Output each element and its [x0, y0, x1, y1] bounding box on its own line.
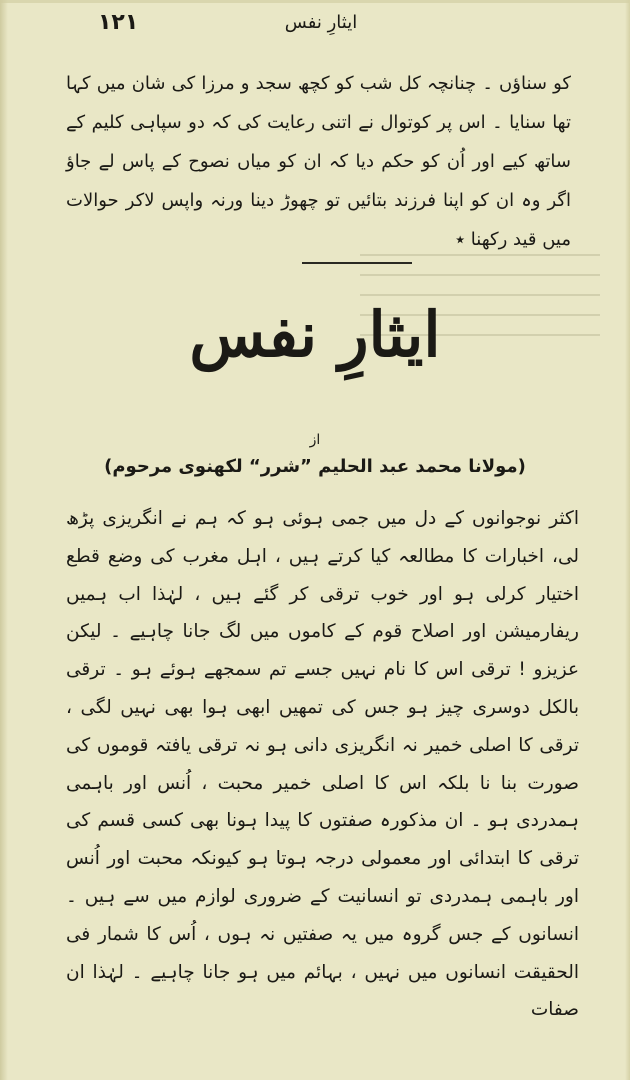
- page-number: ۱۲۱: [98, 10, 139, 35]
- article-body: اکثر نوجوانوں کے دل میں جمی ہوئی ہو کہ ہم نے انگریزی پڑھ لی، اخبارات کا مطالعہ کیا کرتے ہیں ، اہل مغرب کی وضع قطع اختیار کرلی ہو اور خوب ترقی کر گئے ہیں ، لہٰذا اب ہمیں ریفارمیشن اور اصلاح قوم کے کاموں میں لگ جانا چاہیے ۔ لیکن عزیزو ! ترقی اس کا نام نہیں جسے تم سمجھے ہوئے ہو ۔ ترقی بالکل دوسری چیز ہو جس کی تمھیں ابھی ہوا بھی نہیں لگی ، ترقی کا اصلی خمیر نہ انگریزی دانی ہو نہ ترقی یافتہ قوموں کی صورت بنا نا بلکہ اس کا اصلی خمیر محبت ، اُنس اور باہمی ہمدردی ہو ۔ ان مذکورہ صفتوں کا پیدا ہونا بھی کسی قسم کی ترقی کا ابتدائی اور معمولی درجہ ہوتا ہو کیونکہ محبت اور اُنس اور باہمی ہمدردی تو انسانیت کے ضروری لوازم میں سے ہیں ۔ انسانوں کے جس گروہ میں یہ صفتیں نہ ہوں ، اُس کا شمار فی الحقیقت انسانوں میں نہیں ، بہائم میں ہو جانا چاہیے ۔ لہٰذا ان صفات: [66, 508, 579, 1021]
- page-top-edge: [0, 0, 630, 3]
- show-through-line: [360, 294, 600, 296]
- binding-shadow: [0, 0, 8, 1080]
- section-divider: [302, 262, 412, 264]
- page-header: [60, 6, 582, 42]
- running-title: ایثارِ نفس: [284, 12, 358, 33]
- show-through-line: [360, 274, 600, 276]
- opening-paragraph: کو سناؤں ۔ چنانچہ کل شب کو کچھ سجد و مرزا کی شان میں کہا تھا سنایا ۔ اس پر کوتوال نے اتنی رعایت کی کہ دو سپاہی کلیم کے ساتھ کیے اور اُن کو حکم دیا کہ ان کو میاں نصوح کے پاس لے جاؤ اگر وہ ان کو اپنا فرزند بتائیں تو چھوڑ دینا ورنہ واپس لاکر حوالات میں قید رکھنا ٭: [66, 73, 571, 250]
- article-title: ایثارِ نفس: [189, 298, 441, 371]
- page-right-edge: [625, 0, 630, 1080]
- byline-from: از: [309, 432, 321, 448]
- show-through-line: [360, 254, 600, 256]
- author-credit: (مولانا محمد عبد الحلیم ”شرر“ لکھنوی مرحوم): [104, 456, 526, 477]
